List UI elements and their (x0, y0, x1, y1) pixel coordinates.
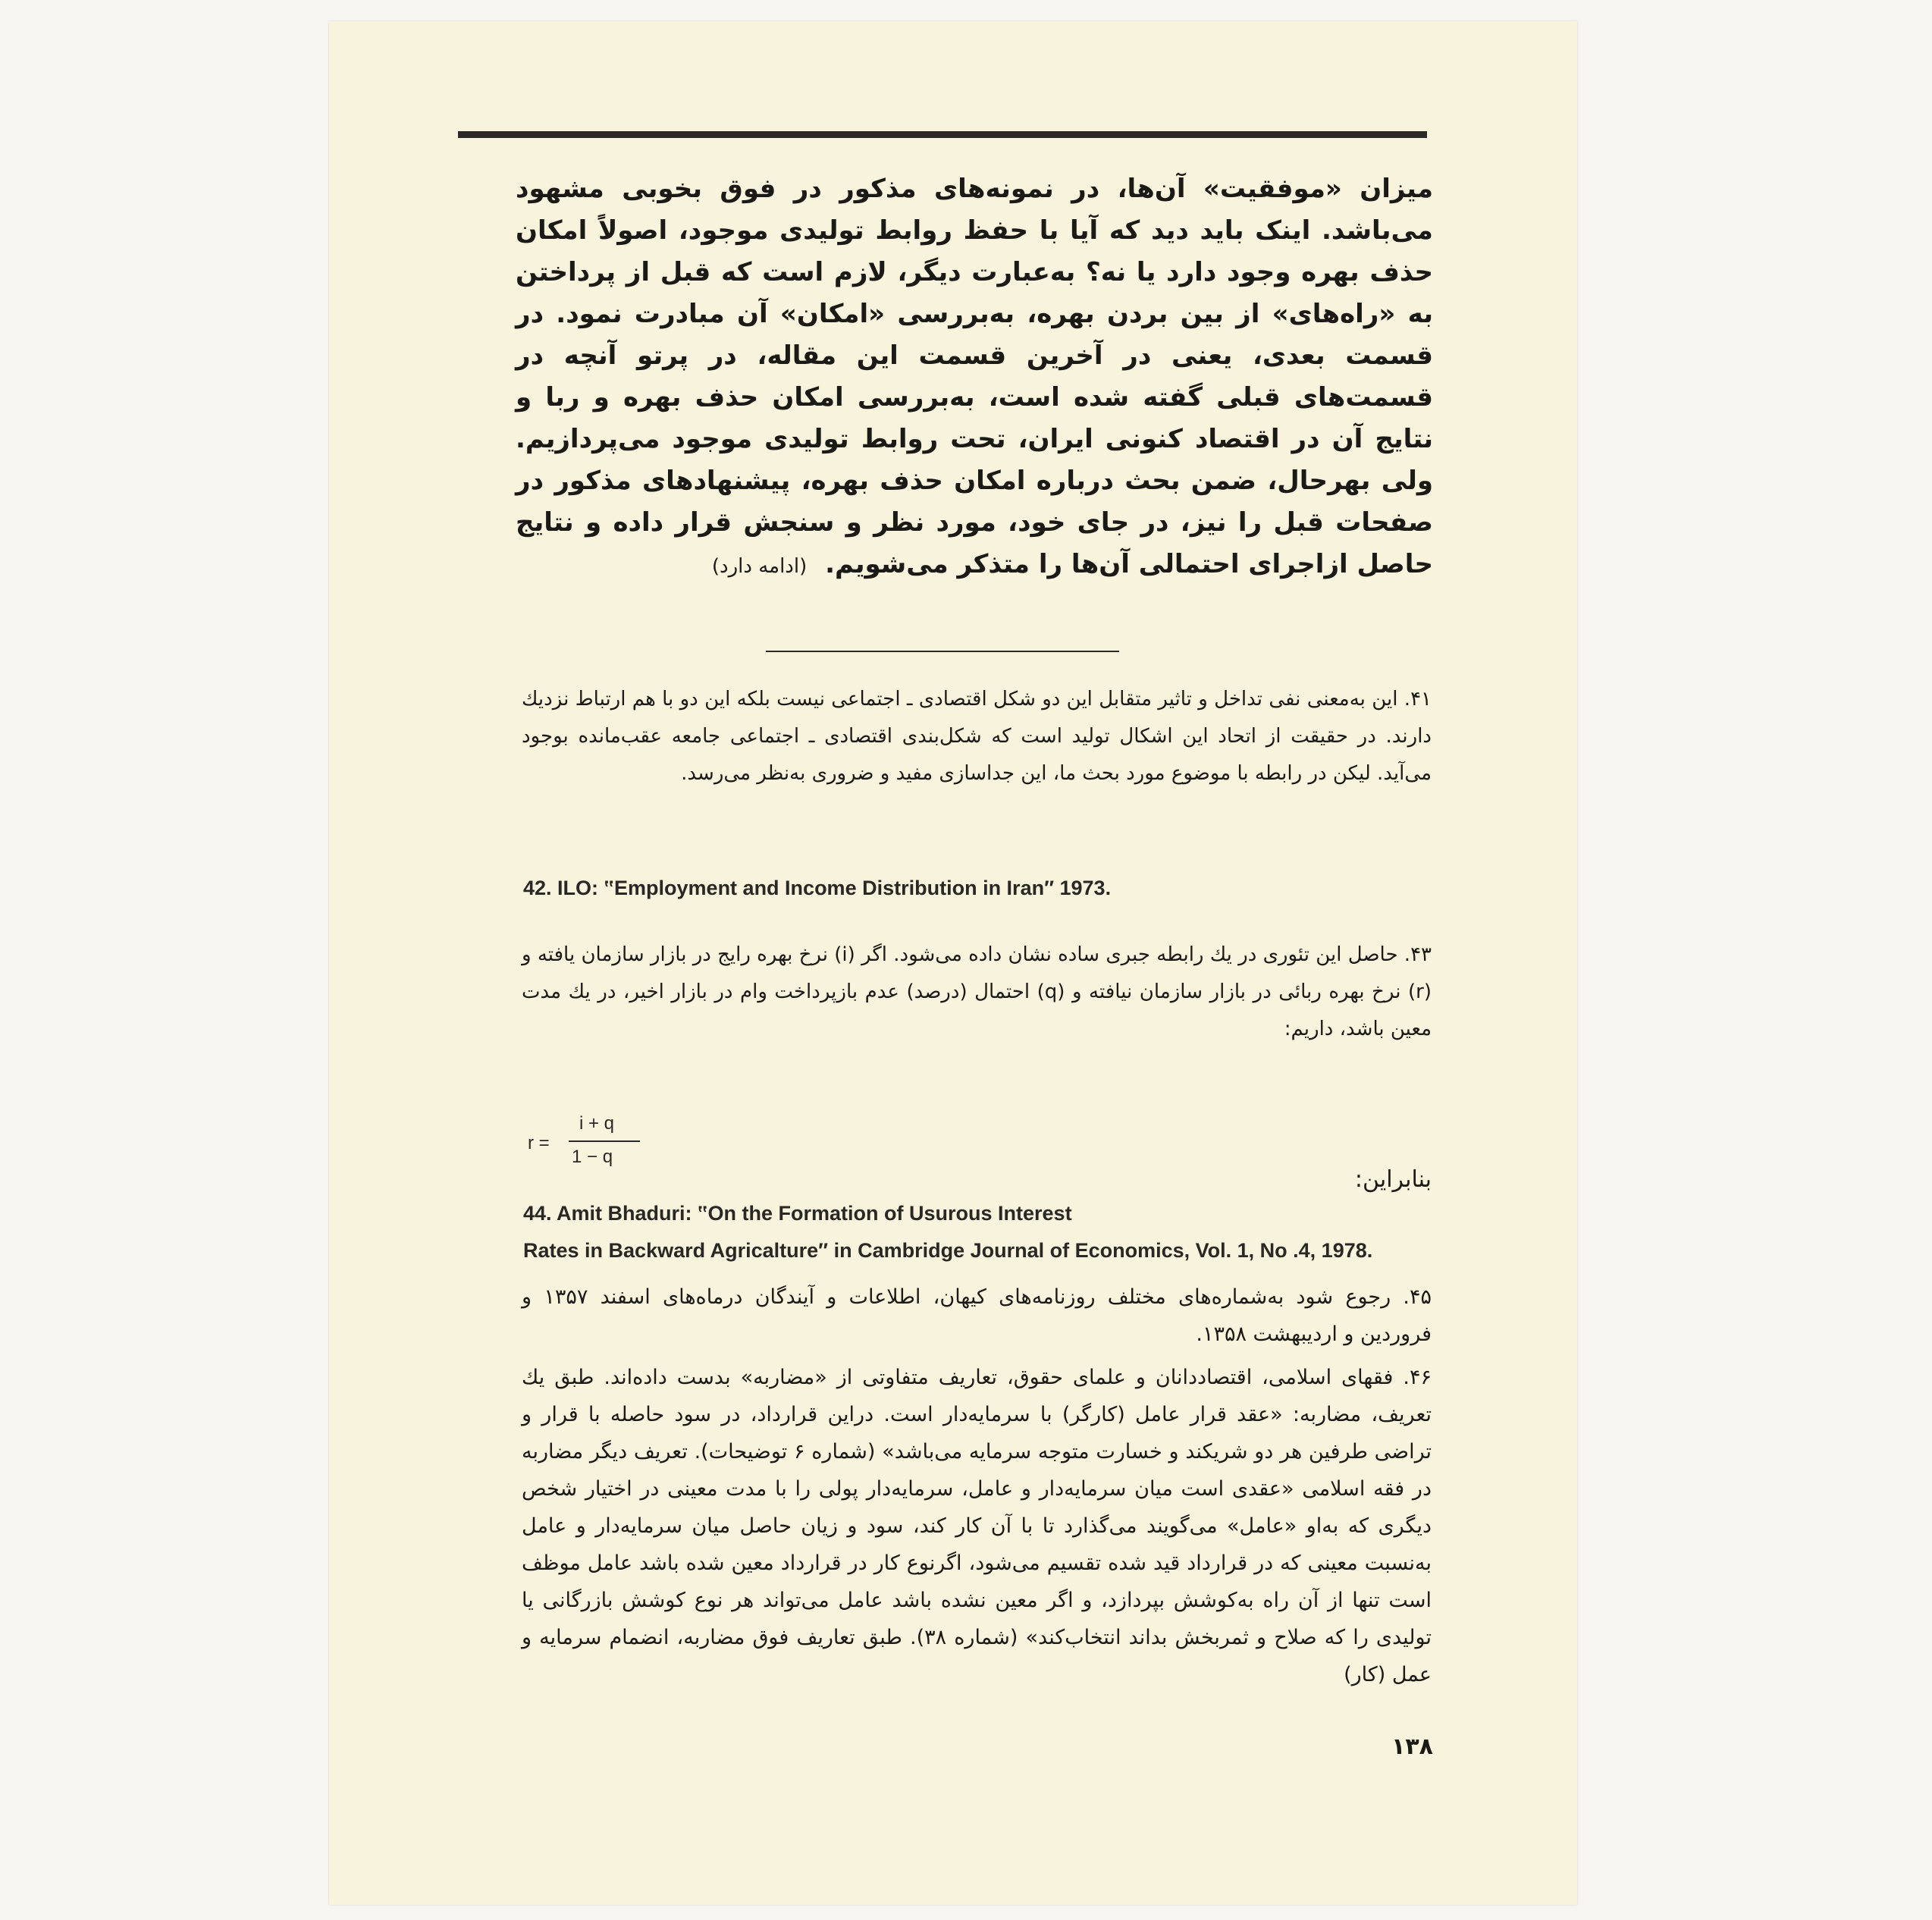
footnote-46: ۴۶. فقهای اسلامی، اقتصاددانان و علمای حقوق، تعاریف متفاوتی از «مضاربه» بدست داده‌اند. طبق یك تعریف، مضاربه: «عقد قرار عامل (کارگر) با سرمایه‌دار است. دراین قرارداد، در سود حاصله با قرار و تراضی طرفین هر دو شریکند و خسارت متوجه سرمایه می‌باشد» (شماره ۶ توضیحات). تعریف دیگر مضاربه در فقه اسلامی «عقدی است میان سرمایه‌دار و عامل، سرمایه‌دار پولی را با مدت معینی در اختیار شخص دیگری که به‌او «عامل» می‌گویند می‌گذارد تا با آن کار کند، سود و زیان حاصل میان سرمایه‌دار و عامل به‌نسبت معینی که در قرارداد قید شده تقسیم می‌شود، اگرنوع کار در قرارداد معین شده باشد عامل موظف است تنها از آن راه به‌کوشش بپردازد، و اگر معین نشده باشد عامل می‌تواند هر نوع کوشش بازرگانی یا تولیدی را که صلاح و ثمربخش بداند انتخاب‌کند» (شماره ۳۸). طبق تعاریف فوق مضاربه، انضمام سرمایه و عمل (کار) (522, 1366, 1432, 1686)
therefore-label: بنابراین: (1354, 1166, 1432, 1193)
footnote-separator (766, 651, 1119, 652)
page-number: ۱۳۸ (1391, 1733, 1433, 1760)
header-rule (458, 131, 1427, 138)
footnote-43: ۴۳. حاصل این تئوری در یك رابطه جبری ساده نشان داده می‌شود. اگر (i) نرخ بهره رایج در بازار سازمان یافته و (r) نرخ بهره ربائی در بازار سازمان نیافته و (q) احتمال (درصد) عدم بازپرداخت وام در بازار اخیر، در یك مدت معین باشد، داریم: (522, 943, 1432, 1040)
continued-note: (ادامه دارد) (711, 555, 808, 578)
formula-numerator: i + q (579, 1113, 615, 1134)
formula-lhs: r = (528, 1133, 550, 1153)
footnote-45: ۴۵. رجوع شود به‌شماره‌های مختلف روزنامه‌های کیهان، اطلاعات و آیندگان درماه‌های اسفند ۱۳۵۷ و فروردین و اردیبهشت ۱۳۵۸. (522, 1285, 1432, 1346)
footnote-41: ۴۱. این به‌معنی نفی تداخل و تاثیر متقابل این دو شکل اقتصادی ـ اجتماعی نیست بلکه این دو با هم ارتباط نزدیك دارند. در حقیقت از اتحاد این اشکال تولید است که شکل‌بندی اقتصادی ـ اجتماعی جامعه عقب‌مانده بوجود می‌آید. لیکن در رابطه با موضوع مورد بحث ما، این جداسازی مفید و ضروری به‌نظر می‌رسد. (522, 688, 1432, 785)
formula-denominator: 1 − q (572, 1147, 613, 1167)
footnote-44-line-2: Rates in Backward Agricalture″ in Cambridge Journal of Economics, Vol. 1, No .4, 1978. (523, 1239, 1373, 1262)
body-paragraph-text: میزان «موفقیت» آن‌ها، در نمونه‌های مذکور در فوق بخوبی مشهود می‌باشد. اینک باید دید که آیا با حفظ روابط تولیدی موجود، اصولاً امکان حذف بهره وجود دارد یا نه؟ به‌عبارت دیگر، لازم است که قبل از پرداختن به «راه‌های» از بین بردن بهره، به‌بررسی «امکان» آن مبادرت نمود. در قسمت بعدی، یعنی در آخرین قسمت این مقاله، در پرتو آنچه در قسمت‌های قبلی گفته شده است، به‌بررسی امکان حذف بهره و ربا و نتایج آن در اقتصاد کنونی ایران، تحت روابط تولیدی موجود می‌پردازیم. ولی بهرحال، ضمن بحث درباره امکان حذف بهره، پیشنهادهای مذکور در صفحات قبل را نیز، در جای خود، مورد نظر و سنجش قرار داده و نتایج حاصل ازاجرای احتمالی آن‌ها را متذکر می‌شویم. (516, 174, 1433, 579)
footnote-42: 42. ILO: ‟Employment and Income Distribution in Iran″ 1973. (523, 877, 1112, 899)
body-paragraph (516, 168, 1433, 588)
formula-fraction-bar (569, 1140, 640, 1142)
footnote-44-line-1: 44. Amit Bhaduri: ‟On the Formation of Usurous Interest (523, 1202, 1072, 1225)
